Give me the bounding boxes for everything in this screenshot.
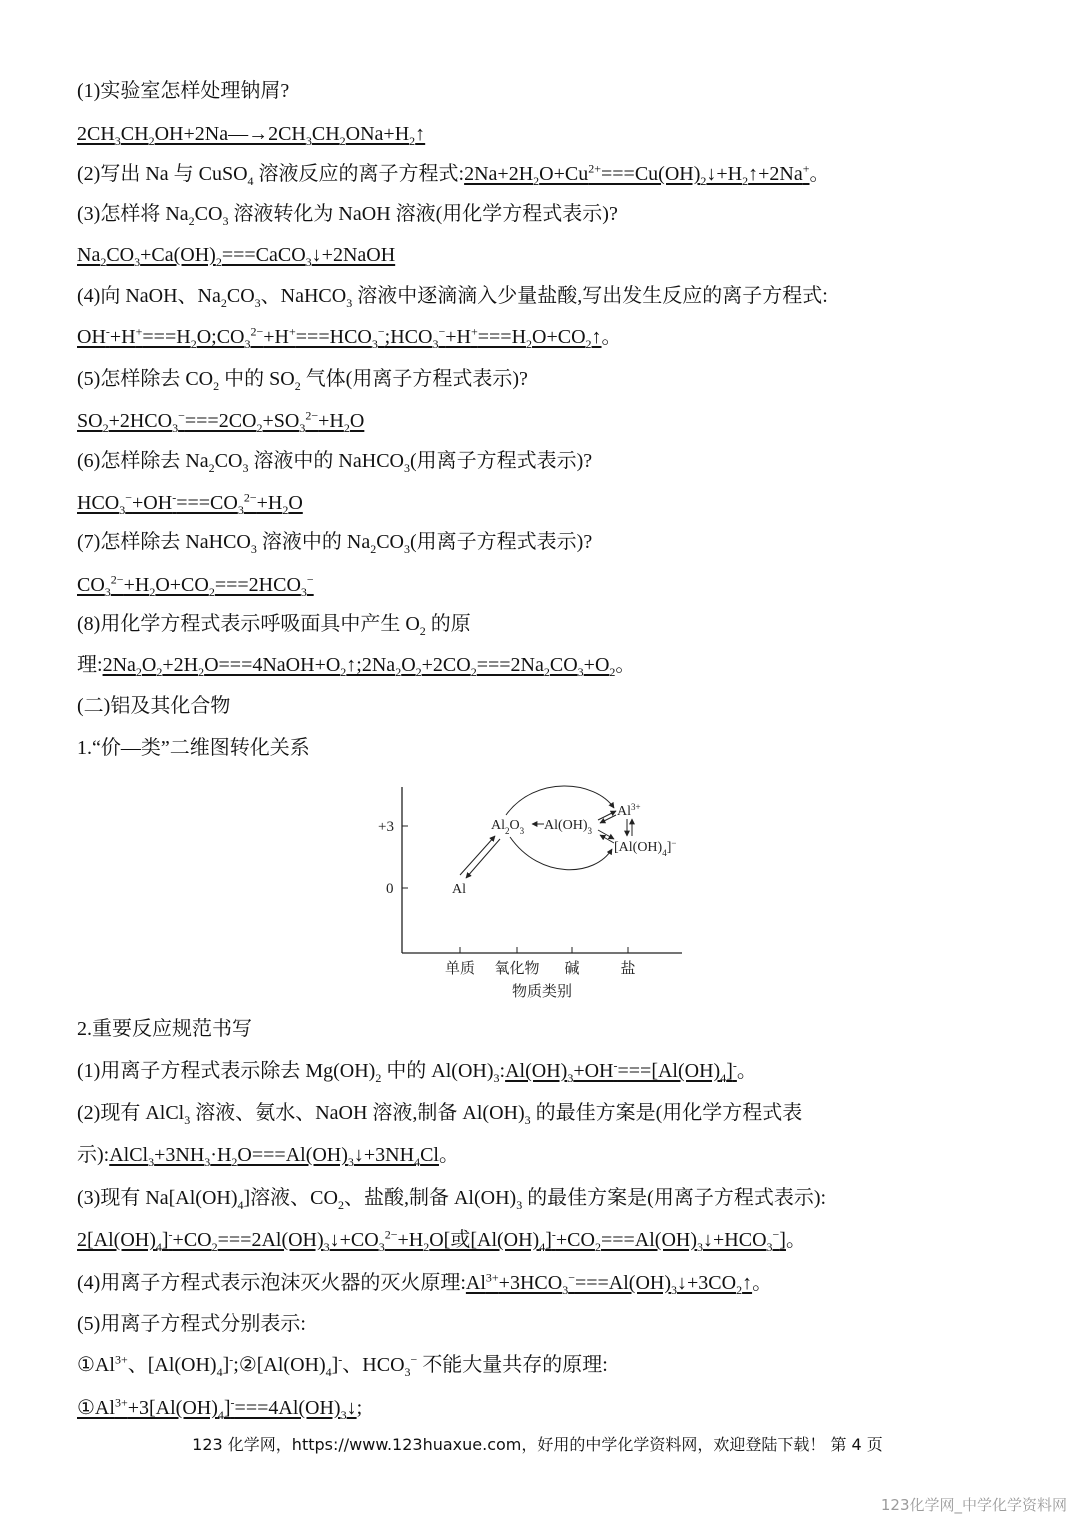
question-text: (5)怎样除去 $CO_2$ 中的 $SO_2$ 气体(用离子方程式表示)? [77, 368, 528, 393]
punctuation: 。 [438, 1144, 459, 1166]
y-tick-label: +3 [378, 819, 394, 835]
answer-text: $①Al^{3+}+3[Al(OH)_4]^-===4Al(OH)_3↓$ [77, 1395, 357, 1422]
x-category-label: 氧化物 [494, 961, 540, 977]
question-text: $①Al^{3+}$、$[Al(OH)_4]^-;②[Al(OH)_4]^-$、$HCO_3^-$ 不能大量共存的原理: [77, 1352, 608, 1379]
y-tick-label: 0 [386, 881, 394, 897]
answer-text: $Al(OH)_3+OH^-===[Al(OH)_4]^-$ [505, 1058, 737, 1085]
answer-text: $HCO_3^-+OH^-===CO_3^{2-}+H_2O$ [77, 490, 303, 517]
question-text: (7)怎样除去 NaHCO$_3$ 溶液中的 $Na_2CO_3$(用离子方程式表示)? [77, 531, 593, 556]
answer-text: $2[Al(OH)_4]^-+CO_2===2Al(OH)_3↓+CO_3^{2-}+H_2O$[或$[Al(OH)_4]^-+CO_2===Al(OH)_3↓+HCO_3^-$] [77, 1227, 786, 1254]
punctuation: 。 [809, 163, 830, 185]
answer-line [77, 1227, 806, 1253]
question-text: (二)铝及其化合物 [77, 695, 231, 717]
answer-text: $OH^-+H^+===H_2O;CO_3^{2-}+H^+===HCO_3^-;HCO_3^-+H^+===H_2O+CO_2↑$ [77, 324, 602, 351]
x-category-label: 碱 [564, 961, 580, 977]
question-text: (3)怎样将 $Na_2CO_3$ 溶液转化为 NaOH 溶液(用化学方程式表示)? [77, 203, 618, 228]
question-text: (6)怎样除去 $Na_2CO_3$ 溶液中的 NaHCO$_3$(用离子方程式表示)? [77, 450, 593, 475]
punctuation: 。 [615, 654, 636, 676]
question-text: (1)实验室怎样处理钠屑? [77, 80, 290, 102]
punctuation: 。 [601, 326, 622, 348]
x-axis-label: 物质类别 [511, 984, 573, 1000]
question-text: (2)写出 Na 与 CuSO$_4$ 溶液反应的离子方程式: [77, 163, 465, 188]
question-text: (3)现有 $Na[Al(OH)_4]$溶液、$CO_2$、盐酸,制备 $Al(OH)_3$ 的最佳方案是(用离子方程式表示): [77, 1187, 827, 1212]
answer-line [77, 408, 364, 434]
answer-text: $CO_3^{2-}+H_2O+CO_2===2HCO_3^-$ [77, 572, 314, 599]
answer-text: $SO_2+2HCO_3^-===2CO_2+SO_3^{2-}+H_2O$ [77, 408, 365, 435]
punctuation: 。 [752, 1272, 773, 1294]
question-text: (4)向 NaOH、$Na_2CO_3$、NaHCO$_3$ 溶液中逐滴滴入少量盐酸,写出发生反应的离子方程式: [77, 285, 828, 310]
question-line [77, 1352, 608, 1378]
answer-text: $Na_2CO_3+Ca(OH)_2===CaCO_3↓+2NaOH$ [77, 244, 396, 269]
question-line [77, 693, 230, 719]
question-text: 示): [77, 1144, 110, 1166]
answer-line [77, 242, 395, 268]
answer-line [77, 1395, 362, 1421]
answer-line [77, 121, 425, 147]
page-footer: 123 化学网，https://www.123huaxue.com，好用的中学化学资料网，欢迎登陆下载！ 第 4 页 [192, 1435, 883, 1454]
answer-text: $AlCl_3+3NH_3\cdot H_2O===Al(OH)_3↓+3NH_4Cl$ [109, 1144, 439, 1169]
node-al2o3: $Al_2O_3$ [491, 818, 525, 836]
question-text: 理: [77, 654, 103, 676]
answer-line [77, 572, 314, 598]
question-line [77, 529, 592, 555]
punctuation: 。 [736, 1060, 757, 1082]
question-text: 2.重要反应规范书写 [77, 1018, 252, 1040]
question-text: 1.“价—类”二维图转化关系 [77, 737, 310, 759]
answer-line [77, 324, 622, 350]
question-line [77, 1311, 306, 1337]
question-line [77, 161, 830, 187]
watermark: 123化学网_中学化学资料网 [880, 1496, 1067, 1514]
node-aloh4: $[Al(OH)_4]^-$ [614, 838, 677, 858]
question-line [77, 366, 528, 392]
question-line [77, 283, 828, 309]
question-text: (2)现有 AlCl$_3$ 溶液、氨水、NaOH 溶液,制备 $Al(OH)_3$ 的最佳方案是(用化学方程式表 [77, 1102, 803, 1127]
question-line [77, 1058, 757, 1084]
x-category-label: 单质 [444, 961, 476, 977]
question-line [77, 1185, 826, 1211]
node-al3: $Al^{3+}$ [617, 802, 641, 819]
answer-line [77, 490, 303, 516]
question-line [77, 1142, 459, 1168]
question-line [77, 1016, 252, 1042]
answer-text: $2CH_3CH_2OH+2Na—\to 2CH_3CH_2ONa+H_2↑$ [77, 123, 426, 148]
punctuation: 。 [785, 1229, 806, 1251]
question-line [77, 78, 289, 104]
node-aloh3: $Al(OH)_3$ [544, 818, 593, 836]
punctuation: ; [356, 1397, 363, 1419]
answer-text: $2Na_2O_2+2H_2O===4NaOH+O_2↑;2Na_2O_2+2CO_2===2Na_2CO_3+O_2$ [102, 654, 616, 679]
question-text: (1)用离子方程式表示除去 $Mg(OH)_2$ 中的 $Al(OH)_3$: [77, 1060, 506, 1085]
question-line [77, 735, 310, 761]
question-text: (4)用离子方程式表示泡沫灭火器的灭火原理: [77, 1272, 466, 1294]
question-line [77, 652, 635, 678]
question-line [77, 201, 618, 227]
node-al: Al [452, 882, 466, 897]
answer-text: $2Na+2H_2O+Cu^{2+}===Cu(OH)_2↓+H_2↑+2Na^+$ [464, 161, 810, 188]
valence-class-diagram [360, 775, 700, 1005]
answer-text: $Al^{3+}+3HCO_3^-===Al(OH)_3↓+3CO_2↑$ [465, 1270, 753, 1297]
x-category-label: 盐 [620, 961, 636, 977]
question-text: (5)用离子方程式分别表示: [77, 1313, 306, 1335]
question-line [77, 1100, 802, 1126]
question-line [77, 611, 471, 637]
question-text: (8)用化学方程式表示呼吸面具中产生 $O_2$ 的原 [77, 613, 471, 638]
question-line [77, 1270, 772, 1296]
question-line [77, 448, 592, 474]
